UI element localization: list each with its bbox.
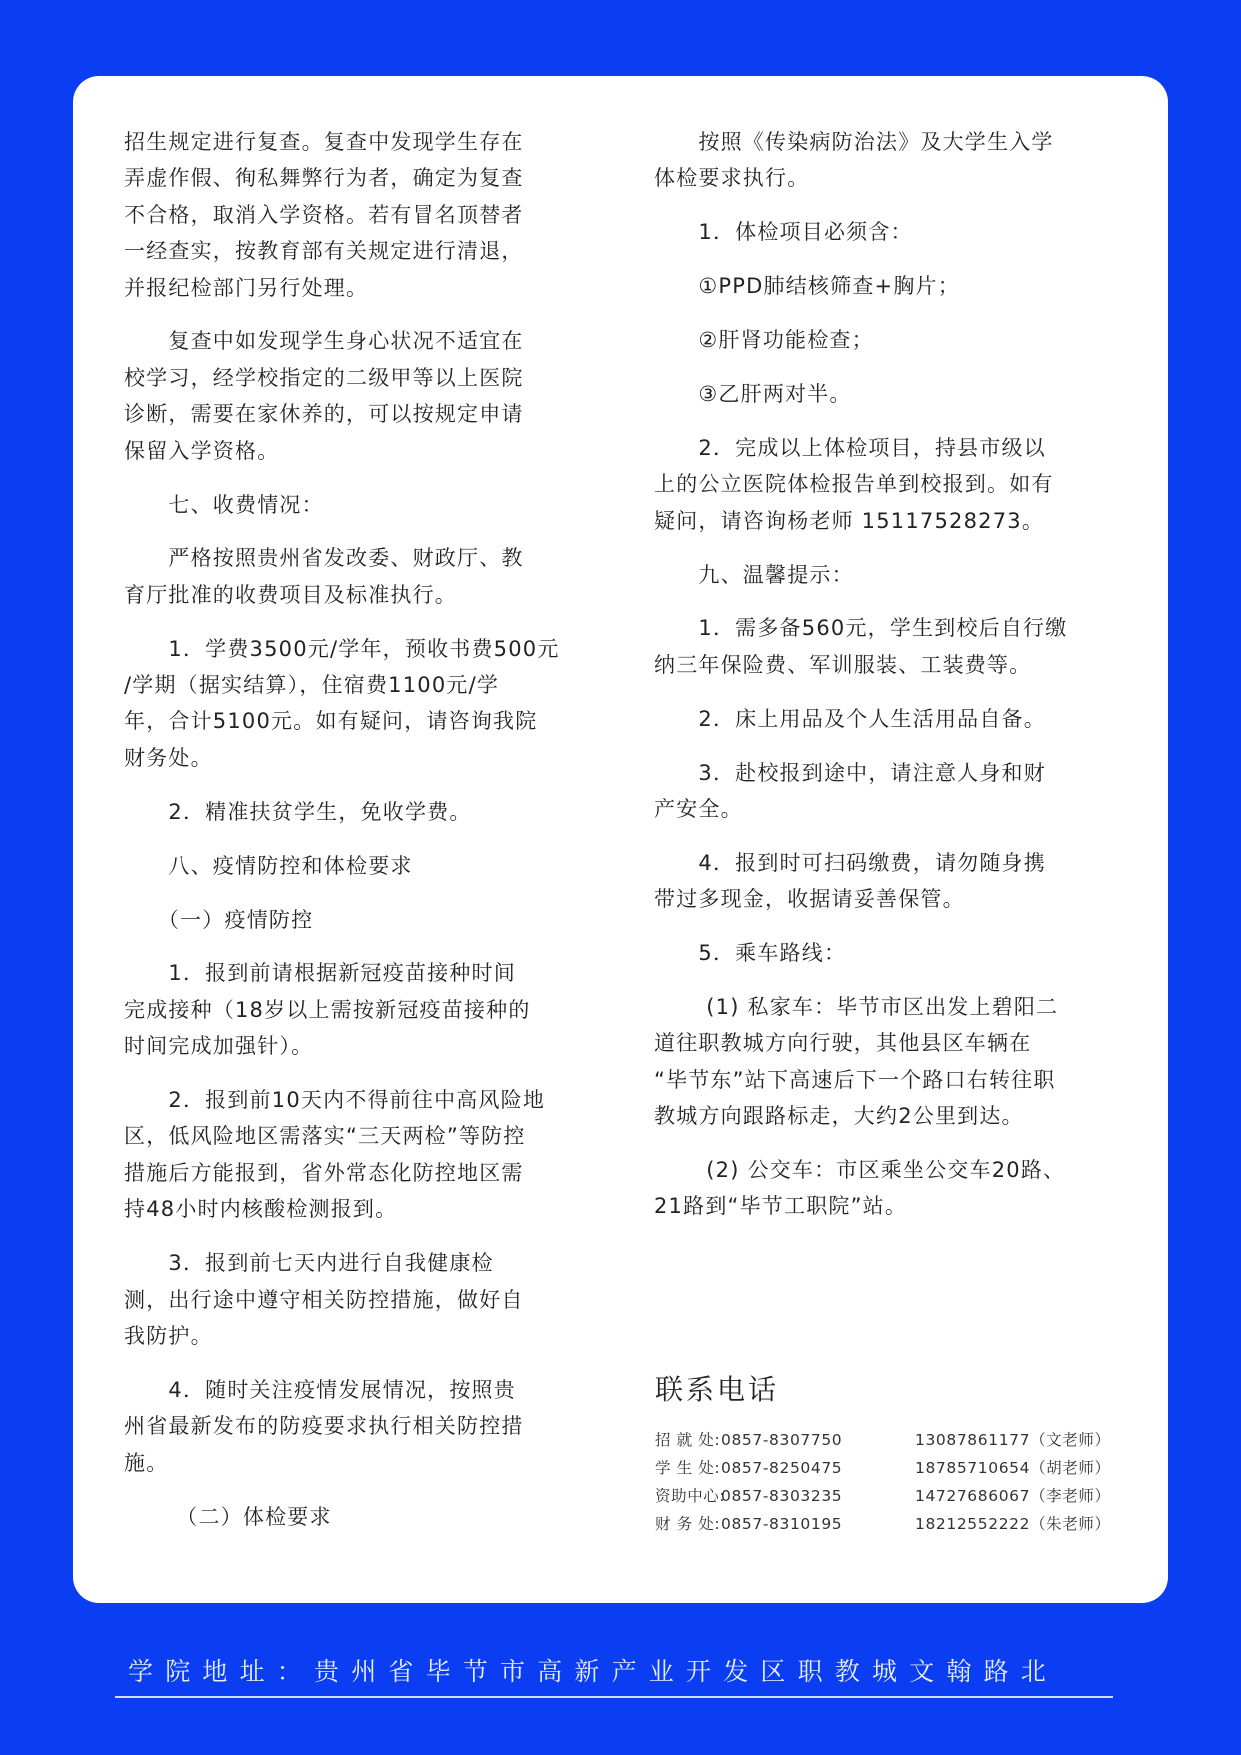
text-line: “毕节东”站下高速后下一个路口右转往职 xyxy=(654,1067,1056,1092)
contact-department: 资助中心: xyxy=(655,1487,726,1505)
paragraph xyxy=(124,631,594,777)
text-line: 体检要求执行。 xyxy=(654,166,810,191)
text-line: 1．报到前请根据新冠疫苗接种时间 xyxy=(124,961,516,986)
text-line: 21路到“毕节工职院”站。 xyxy=(654,1194,908,1219)
text-line: 一经查实，按教育部有关规定进行清退， xyxy=(124,239,524,264)
paragraph xyxy=(124,1499,594,1535)
text-line: （一）疫情防控 xyxy=(124,907,314,932)
text-line: 道往职教城方向行驶，其他县区车辆在 xyxy=(654,1031,1032,1056)
text-line: 不合格，取消入学资格。若有冒名顶替者 xyxy=(124,202,524,227)
paragraph xyxy=(654,935,1124,971)
text-line: 4．随时关注疫情发展情况，按照贵 xyxy=(124,1377,516,1402)
text-line: /学期（据实结算），住宿费1100元/学 xyxy=(124,673,500,698)
paragraph xyxy=(124,1082,594,1228)
paragraph xyxy=(124,1372,594,1481)
text-line: 招生规定进行复查。复查中发现学生存在 xyxy=(124,130,524,154)
text-line: 1．体检项目必须含： xyxy=(654,220,913,245)
paragraph xyxy=(654,1152,1124,1225)
contact-mobile: 14727686067（李老师） xyxy=(915,1487,1111,1505)
text-line: 八、疫情防控和体检要求 xyxy=(124,853,413,878)
text-line: 1．学费3500元/学年，预收书费500元 xyxy=(124,636,560,661)
contacts-section xyxy=(655,1370,1111,1538)
text-line: ③乙肝两对半。 xyxy=(654,381,852,406)
text-line: 复查中如发现学生身心状况不适宜在 xyxy=(124,329,524,354)
text-line: 2．精准扶贫学生，免收学费。 xyxy=(124,799,472,824)
paragraph xyxy=(654,430,1124,539)
text-line: 校学习，经学校指定的二级甲等以上医院 xyxy=(124,365,524,390)
right-column xyxy=(654,124,1124,1242)
contact-row xyxy=(655,1482,1111,1510)
text-line: 九、温馨提示： xyxy=(654,562,854,587)
text-line: 保留入学资格。 xyxy=(124,438,280,463)
text-line: 5．乘车路线： xyxy=(654,941,847,966)
text-line: 上的公立医院体检报告单到校报到。如有 xyxy=(654,472,1054,497)
contact-phone: 0857-8307750 xyxy=(721,1431,843,1449)
text-line: 2．床上用品及个人生活用品自备。 xyxy=(654,706,1046,731)
text-line: 区，低风险地区需落实“三天两检”等防控 xyxy=(124,1124,526,1149)
contact-row xyxy=(655,1426,1111,1454)
paragraph xyxy=(654,557,1124,593)
text-line: 财务处。 xyxy=(124,745,213,770)
contact-phone: 0857-8250475 xyxy=(721,1459,843,1477)
paragraph xyxy=(654,268,1124,304)
text-line: 1．需多备560元，学生到校后自行缴 xyxy=(654,616,1068,641)
contact-mobile: 13087861177（文老师） xyxy=(915,1431,1111,1449)
text-line: 3．报到前七天内进行自我健康检 xyxy=(124,1251,494,1276)
text-line: 持48小时内核酸检测报到。 xyxy=(124,1197,398,1222)
paragraph xyxy=(654,989,1124,1135)
text-line: 教城方向跟路标走，大约2公里到达。 xyxy=(654,1104,1024,1129)
school-address: 学院地址：贵州省毕节市高新产业开发区职教城文翰路北 xyxy=(128,1657,1059,1686)
text-line: 育厅批准的收费项目及标准执行。 xyxy=(124,582,457,607)
text-line: 并报纪检部门另行处理。 xyxy=(124,275,369,300)
text-line: 完成接种（18岁以上需按新冠疫苗接种的 xyxy=(124,997,531,1022)
contacts-title: 联系电话 xyxy=(655,1373,780,1406)
text-line: 措施后方能报到，省外常态化防控地区需 xyxy=(124,1160,524,1185)
text-line: 州省最新发布的防疫要求执行相关防控措 xyxy=(124,1414,524,1439)
text-line: ①PPD肺结核筛查+胸片； xyxy=(654,274,960,299)
text-line: (2) 公交车：市区乘坐公交车20路、 xyxy=(654,1158,1066,1183)
paragraph xyxy=(124,540,594,613)
text-line: 4．报到时可扫码缴费，请勿随身携 xyxy=(654,850,1046,875)
text-line: 严格按照贵州省发改委、财政厅、教 xyxy=(124,546,524,571)
paragraph xyxy=(654,214,1124,250)
contact-department: 招 就 处: xyxy=(655,1431,721,1449)
text-line: 2．报到前10天内不得前往中高风险地 xyxy=(124,1088,546,1113)
contact-mobile: 18212552222（朱老师） xyxy=(915,1515,1111,1533)
paragraph xyxy=(124,124,594,306)
text-line: 按照《传染病防治法》及大学生入学 xyxy=(654,130,1054,154)
paragraph xyxy=(654,124,1124,197)
paragraph xyxy=(654,610,1124,683)
text-line: 我防护。 xyxy=(124,1323,213,1348)
paragraph xyxy=(654,701,1124,737)
paragraph xyxy=(124,487,594,523)
footer-divider xyxy=(115,1696,1113,1698)
contact-row xyxy=(655,1454,1111,1482)
paragraph xyxy=(654,845,1124,918)
text-line: 年，合计5100元。如有疑问，请咨询我院 xyxy=(124,709,538,734)
paragraph xyxy=(124,902,594,938)
contact-row xyxy=(655,1510,1111,1538)
text-line: 纳三年保险费、军训服装、工装费等。 xyxy=(654,652,1032,677)
paragraph xyxy=(124,1245,594,1354)
contact-mobile: 18785710654（胡老师） xyxy=(915,1459,1111,1477)
paragraph xyxy=(124,848,594,884)
left-column xyxy=(124,124,594,1552)
text-line: 2．完成以上体检项目，持县市级以 xyxy=(654,435,1046,460)
text-line: ②肝肾功能检查； xyxy=(654,328,874,353)
paragraph xyxy=(654,755,1124,828)
contact-phone: 0857-8310195 xyxy=(721,1515,843,1533)
text-line: 施。 xyxy=(124,1450,169,1475)
paragraph xyxy=(654,376,1124,412)
paragraph xyxy=(124,794,594,830)
text-line: (1) 私家车：毕节市区出发上碧阳二 xyxy=(654,995,1059,1020)
text-line: 带过多现金，收据请妥善保管。 xyxy=(654,887,965,912)
paragraph xyxy=(124,323,594,469)
text-line: 测，出行途中遵守相关防控措施，做好自 xyxy=(124,1287,524,1312)
contact-department: 学 生 处: xyxy=(655,1459,721,1477)
text-line: 诊断，需要在家休养的，可以按规定申请 xyxy=(124,402,524,427)
paragraph xyxy=(124,955,594,1064)
text-line: 疑问，请咨询杨老师 15117528273。 xyxy=(654,508,1045,533)
text-line: 产安全。 xyxy=(654,796,743,821)
text-line: 七、收费情况： xyxy=(124,492,324,517)
text-line: 时间完成加强针）。 xyxy=(124,1034,314,1059)
contact-department: 财 务 处: xyxy=(655,1515,721,1533)
contact-phone: 0857-8303235 xyxy=(721,1487,843,1505)
text-line: （二）体检要求 xyxy=(124,1504,332,1529)
text-line: 3．赴校报到途中，请注意人身和财 xyxy=(654,760,1046,785)
text-line: 弄虚作假、徇私舞弊行为者，确定为复查 xyxy=(124,166,524,191)
paragraph xyxy=(654,322,1124,358)
